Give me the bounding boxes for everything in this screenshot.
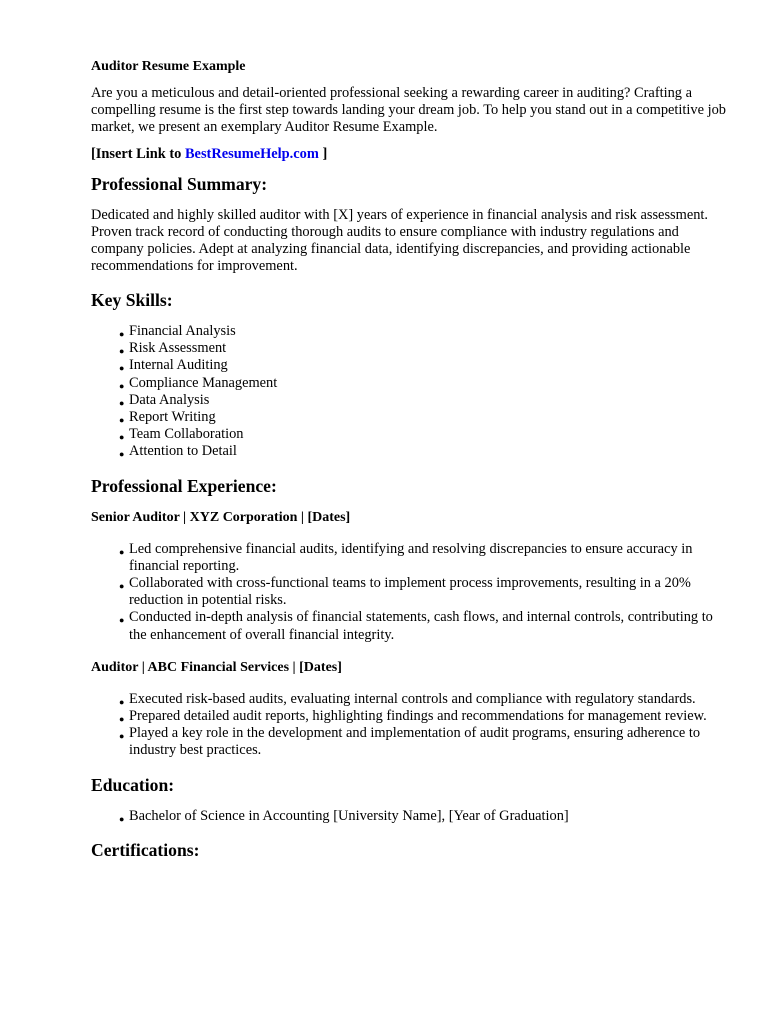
bullet-icon: ● [119, 397, 125, 408]
bullet-icon: ● [119, 449, 125, 460]
bullet-icon: ● [119, 380, 125, 391]
bullet-icon: ● [119, 615, 125, 626]
certifications-heading: Certifications: [91, 839, 200, 860]
professional-summary-text: Dedicated and highly skilled auditor with [X] years of experience in financial analysis and risk assessment. Proven track record of conducting thorough audits to ensure compliance with industry regulations and company policies. Adept at analyzing financial data, identifying discrepancies, and providing actionable recommendations for improvement. [91, 207, 709, 274]
list-item: ● Financial Analysis [129, 323, 731, 340]
bullet-icon: ● [119, 363, 125, 374]
bullet-icon: ● [119, 714, 125, 725]
list-item: ● Bachelor of Science in Accounting [University Name], [Year of Graduation] [129, 808, 731, 825]
job-bullets-senior-auditor [91, 541, 731, 644]
list-item: ● Risk Assessment [129, 340, 731, 357]
list-item: ● Attention to Detail [129, 443, 731, 460]
bullet-icon: ● [119, 432, 125, 443]
bullet-icon: ● [119, 696, 125, 707]
list-item: ● Internal Auditing [129, 357, 731, 374]
bullet-icon: ● [119, 581, 125, 592]
list-item: ● Report Writing [129, 409, 731, 426]
job-title-senior-auditor: Senior Auditor | XYZ Corporation | [Dates] [91, 509, 351, 525]
link-prefix: [Insert Link to [91, 146, 185, 162]
bullet-icon: ● [119, 731, 125, 742]
list-item: ● Team Collaboration [129, 426, 731, 443]
professional-summary-heading: Professional Summary: [91, 174, 268, 194]
list-item: ● Led comprehensive financial audits, identifying and resolving discrepancies to ensure accuracy in financial reporting. [119, 540, 693, 574]
bullet-icon: ● [119, 813, 125, 824]
list-item: ● Collaborated with cross-functional teams to implement process improvements, resulting in a 20% reduction in potential risks. [119, 575, 691, 609]
bullet-icon: ● [119, 546, 125, 557]
education-list [91, 808, 731, 825]
list-item: ● Compliance Management [129, 375, 731, 392]
document-page [91, 58, 731, 873]
job-title-auditor: Auditor | ABC Financial Services | [Dates] [91, 659, 342, 675]
key-skills-list [91, 323, 731, 461]
professional-experience-heading: Professional Experience: [91, 475, 277, 496]
document-title: Auditor Resume Example [91, 59, 246, 74]
key-skills-heading: Key Skills: [91, 290, 173, 310]
bullet-icon: ● [119, 346, 125, 357]
insert-link-line [91, 146, 731, 163]
intro-paragraph: Are you a meticulous and detail-oriented professional seeking a rewarding career in auditing? Crafting a compelling resume is the first step towards landing your dream job. To help you stand out in a competitive job market, we present an exemplary Auditor Resume Example. [91, 85, 726, 135]
best-resume-help-link[interactable]: BestResumeHelp.com [184, 146, 319, 162]
job-bullets-auditor [91, 691, 731, 760]
education-heading: Education: [91, 774, 175, 795]
list-item: ● Conducted in-depth analysis of financial statements, cash flows, and internal controls, contributing to the enhancement of overall financial integrity. [119, 609, 713, 643]
list-item: ● Data Analysis [129, 392, 731, 409]
list-item: ● Played a key role in the development and implementation of audit programs, ensuring adherence to industry best practices. [119, 725, 701, 759]
list-item: ● Prepared detailed audit reports, highlighting findings and recommendations for management review. [129, 708, 731, 725]
bullet-icon: ● [119, 415, 125, 426]
bullet-icon: ● [119, 329, 125, 339]
link-suffix: ] [318, 146, 328, 162]
list-item: ● Executed risk-based audits, evaluating internal controls and compliance with regulatory standards. [129, 691, 731, 708]
